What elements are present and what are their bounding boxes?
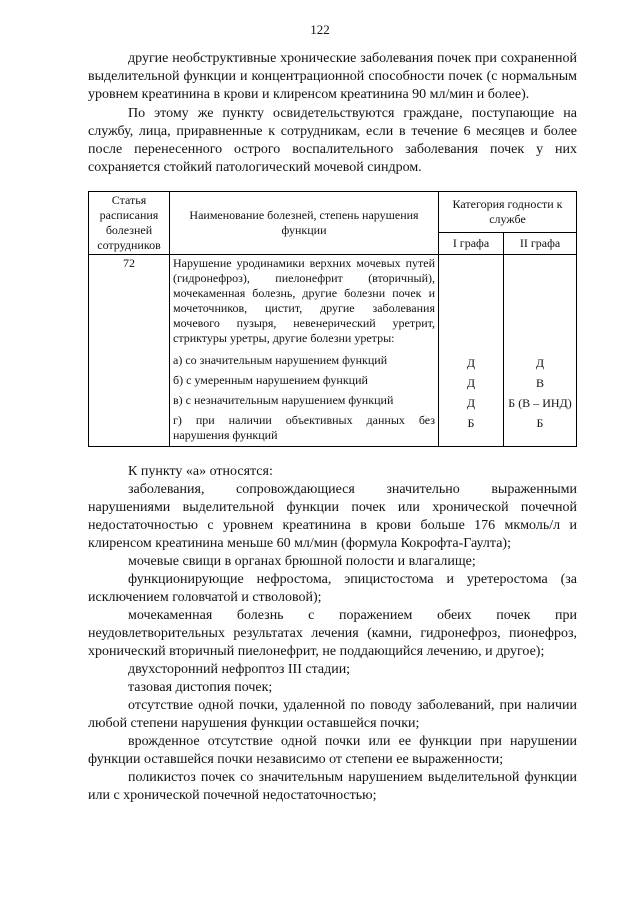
- table-row: [89, 255, 577, 353]
- col1-value: Д: [466, 356, 476, 370]
- col1-value: Б: [467, 416, 475, 430]
- col2-values: [504, 255, 577, 447]
- criteria-item: врожденное отсутствие одной почки или ее функции при нарушении функции оставшейся почки независимо от степени ее выраженности;: [88, 734, 577, 767]
- page-number: 122: [310, 22, 330, 37]
- disease-description: Нарушение уродинамики верхних мочевых путей (гидронефроз), пиелонефрит (вторичный), мочекаменная болезнь, другие болезни почек и мочеточников, цистит, другие заболевания мочевого пузыря, невенерический уретрит, стриктуры уретры, другие болезни уретры:: [170, 255, 439, 353]
- paragraph: По этому же пункту освидетельствуются граждане, поступающие на службу, лица, приравненные к сотрудникам, если в течение 6 месяцев и более после перенесенного острого воспалительного заболевания почек у них сохраняется стойкий патологический мочевой синдром.: [88, 106, 577, 175]
- article-number: 72: [89, 255, 170, 447]
- header-col1: I графа: [439, 232, 504, 254]
- criteria-item: заболевания, сопровождающиеся значительно выраженными нарушениями выделительной функции почек или хронической почечной недостаточностью с уровнем креатинина в крови больше 176 мкмоль/л и клиренсом креатинина меньше 60 мл/мин (формула Кокрофта-Гаулта);: [88, 482, 577, 551]
- criteria-item: мочекаменная болезнь с поражением обеих почек при неудовлетворительных результатах лечения (камни, гидронефроз, пионефроз, хронический вторичный пиелонефрит, не поддающийся лечению, и другое);: [88, 608, 577, 659]
- col2-value: В: [535, 376, 544, 390]
- header-category: Категория годности к службе: [439, 192, 577, 233]
- criteria-item: поликистоз почек со значительным нарушением выделительной функции или с хронической почечной недостаточностью;: [88, 770, 577, 803]
- section-heading: К пункту «а» относятся:: [128, 464, 273, 479]
- sub-item: а) со значительным нарушением функций: [170, 352, 439, 372]
- criteria-item: двухсторонний нефроптоз III стадии;: [128, 662, 351, 677]
- disease-schedule-table: [88, 191, 577, 447]
- sub-item: в) с незначительным нарушением функций: [170, 392, 439, 412]
- header-col2: II графа: [504, 232, 577, 254]
- criteria-list: [88, 463, 577, 805]
- sub-item: г) при наличии объективных данных без нарушения функций: [170, 412, 439, 446]
- col1-value: Д: [466, 396, 476, 410]
- criteria-item: функционирующие нефростома, эпицистостома и уретеростома (за исключением головчатой и стволовой);: [88, 572, 577, 605]
- criteria-item: тазовая дистопия почек;: [128, 680, 273, 695]
- criteria-item: отсутствие одной почки, удаленной по поводу заболеваний, при наличии любой степени нарушения функции оставшейся почки;: [88, 698, 577, 731]
- paragraph: другие необструктивные хронические заболевания почек при сохраненной выделительной функции и концентрационной способности почек (с нормальным уровнем креатинина в крови и клиренсом креатинина 90 мл/мин и более).: [88, 51, 577, 102]
- col2-value: Д: [535, 356, 545, 370]
- col1-values: [439, 255, 504, 447]
- col2-value: Б (В – ИНД): [508, 396, 572, 410]
- header-article: Статья расписания болезней сотрудников: [89, 192, 170, 255]
- header-disease: Наименование болезней, степень нарушения функции: [170, 192, 439, 255]
- col2-value: Б: [536, 416, 544, 430]
- col1-value: Д: [466, 376, 476, 390]
- criteria-item: мочевые свищи в органах брюшной полости и влагалище;: [128, 554, 476, 569]
- document-body: [88, 50, 577, 805]
- sub-item: б) с умеренным нарушением функций: [170, 372, 439, 392]
